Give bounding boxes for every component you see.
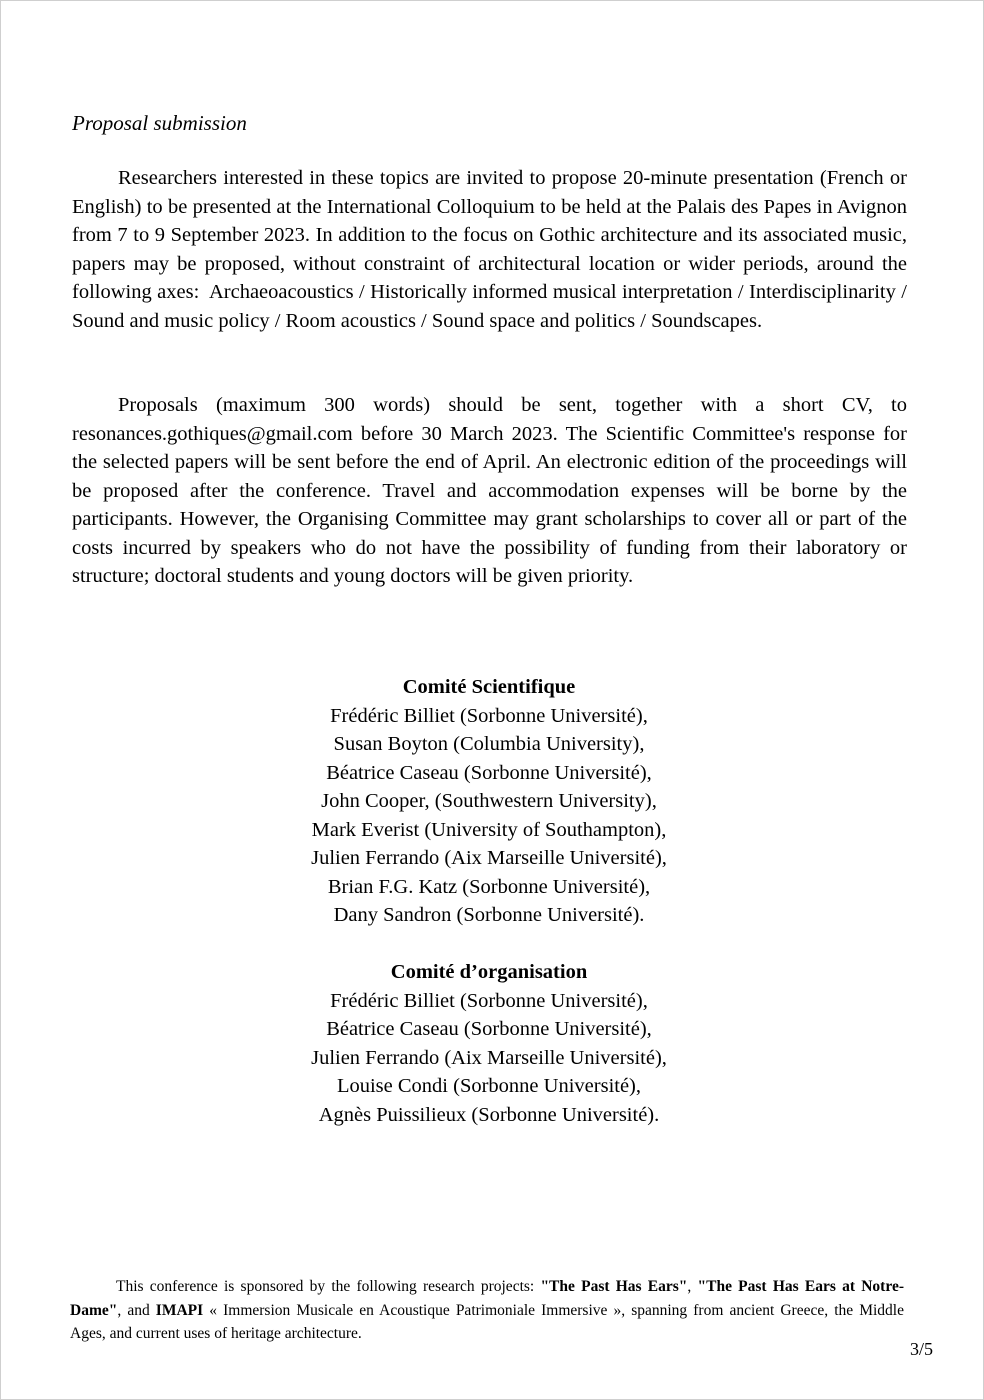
sponsor-footnote [70,1275,904,1346]
committee-member: Julien Ferrando (Aix Marseille Université), [311,1046,667,1069]
committee-member: Frédéric Billiet (Sorbonne Université), [330,989,648,1012]
paragraph-submission: Proposals (maximum 300 words) should be sent, together with a short CV, to resonances.gothiques@gmail.com before 30 March 2023. The Scientific Committee's response for the selected papers will be sent before the end of April. An electronic edition of the proceedings will be proposed after the conference. Travel and accommodation expenses will be borne by the participants. However, the Organising Committee may grant scholarships to cover all or part of the costs incurred by speakers who do not have the possibility of funding from their laboratory or structure; doctoral students and young doctors will be given priority. [72,394,907,587]
committee-member: Béatrice Caseau (Sorbonne Université), [326,761,652,784]
footer-project-notre-dame: "The Past Has Ears at Notre-Dame" [70,1278,904,1319]
organising-committee-title: Comité d’organisation [390,961,588,983]
committee-member: Brian F.G. Katz (Sorbonne Université), [327,875,651,898]
footer-outro: « Immersion Musicale en Acoustique Patrimoniale Immersive », spanning from ancient Greece, the Middle Ages, and current uses of heritage architecture. [70,1301,904,1342]
scientific-committee [1,673,977,930]
paragraph-topics: Researchers interested in these topics are invited to propose 20-minute presentation (French or English) to be presented at the International Colloquium to be held at the Palais des Papes in Avignon from 7 to 9 September 2023. In addition to the focus on Gothic architecture and its associated music, papers may be proposed, without constraint of architectural location or wider periods, around the following axes: Archaeoacoustics / Historically informed musical interpretation / Interdisciplinarity / Sound and music policy / Room acoustics / Sound space and politics / Soundscapes. [72,167,907,332]
footer-project-past-has-ears: "The Past Has Ears" [540,1278,688,1295]
footer-separator: , [687,1278,698,1295]
footer-project-imapi: IMAPI [155,1301,204,1319]
committee-member: Louise Condi (Sorbonne Université), [336,1075,642,1097]
footer-intro: This conference is sponsored by the following research projects: [116,1278,541,1295]
scientific-committee-title: Comité Scientifique [402,676,576,698]
committee-member: Agnès Puissilieux (Sorbonne Université). [318,1103,660,1126]
committee-member: Béatrice Caseau (Sorbonne Université), [326,1018,652,1040]
committee-member: John Cooper, (Southwestern University), [321,790,657,812]
page-number: 3/5 [909,1339,933,1359]
footer-separator: , and [117,1301,156,1319]
organising-committee [1,958,977,1129]
committee-member: Frédéric Billiet (Sorbonne Université), [330,704,648,727]
committee-member: Mark Everist (University of Southampton), [311,818,667,841]
committee-member: Dany Sandron (Sorbonne Université). [333,904,645,926]
section-heading: Proposal submission [72,111,247,135]
committee-member: Julien Ferrando (Aix Marseille Université), [311,847,667,869]
committee-member: Susan Boyton (Columbia University), [333,733,645,755]
